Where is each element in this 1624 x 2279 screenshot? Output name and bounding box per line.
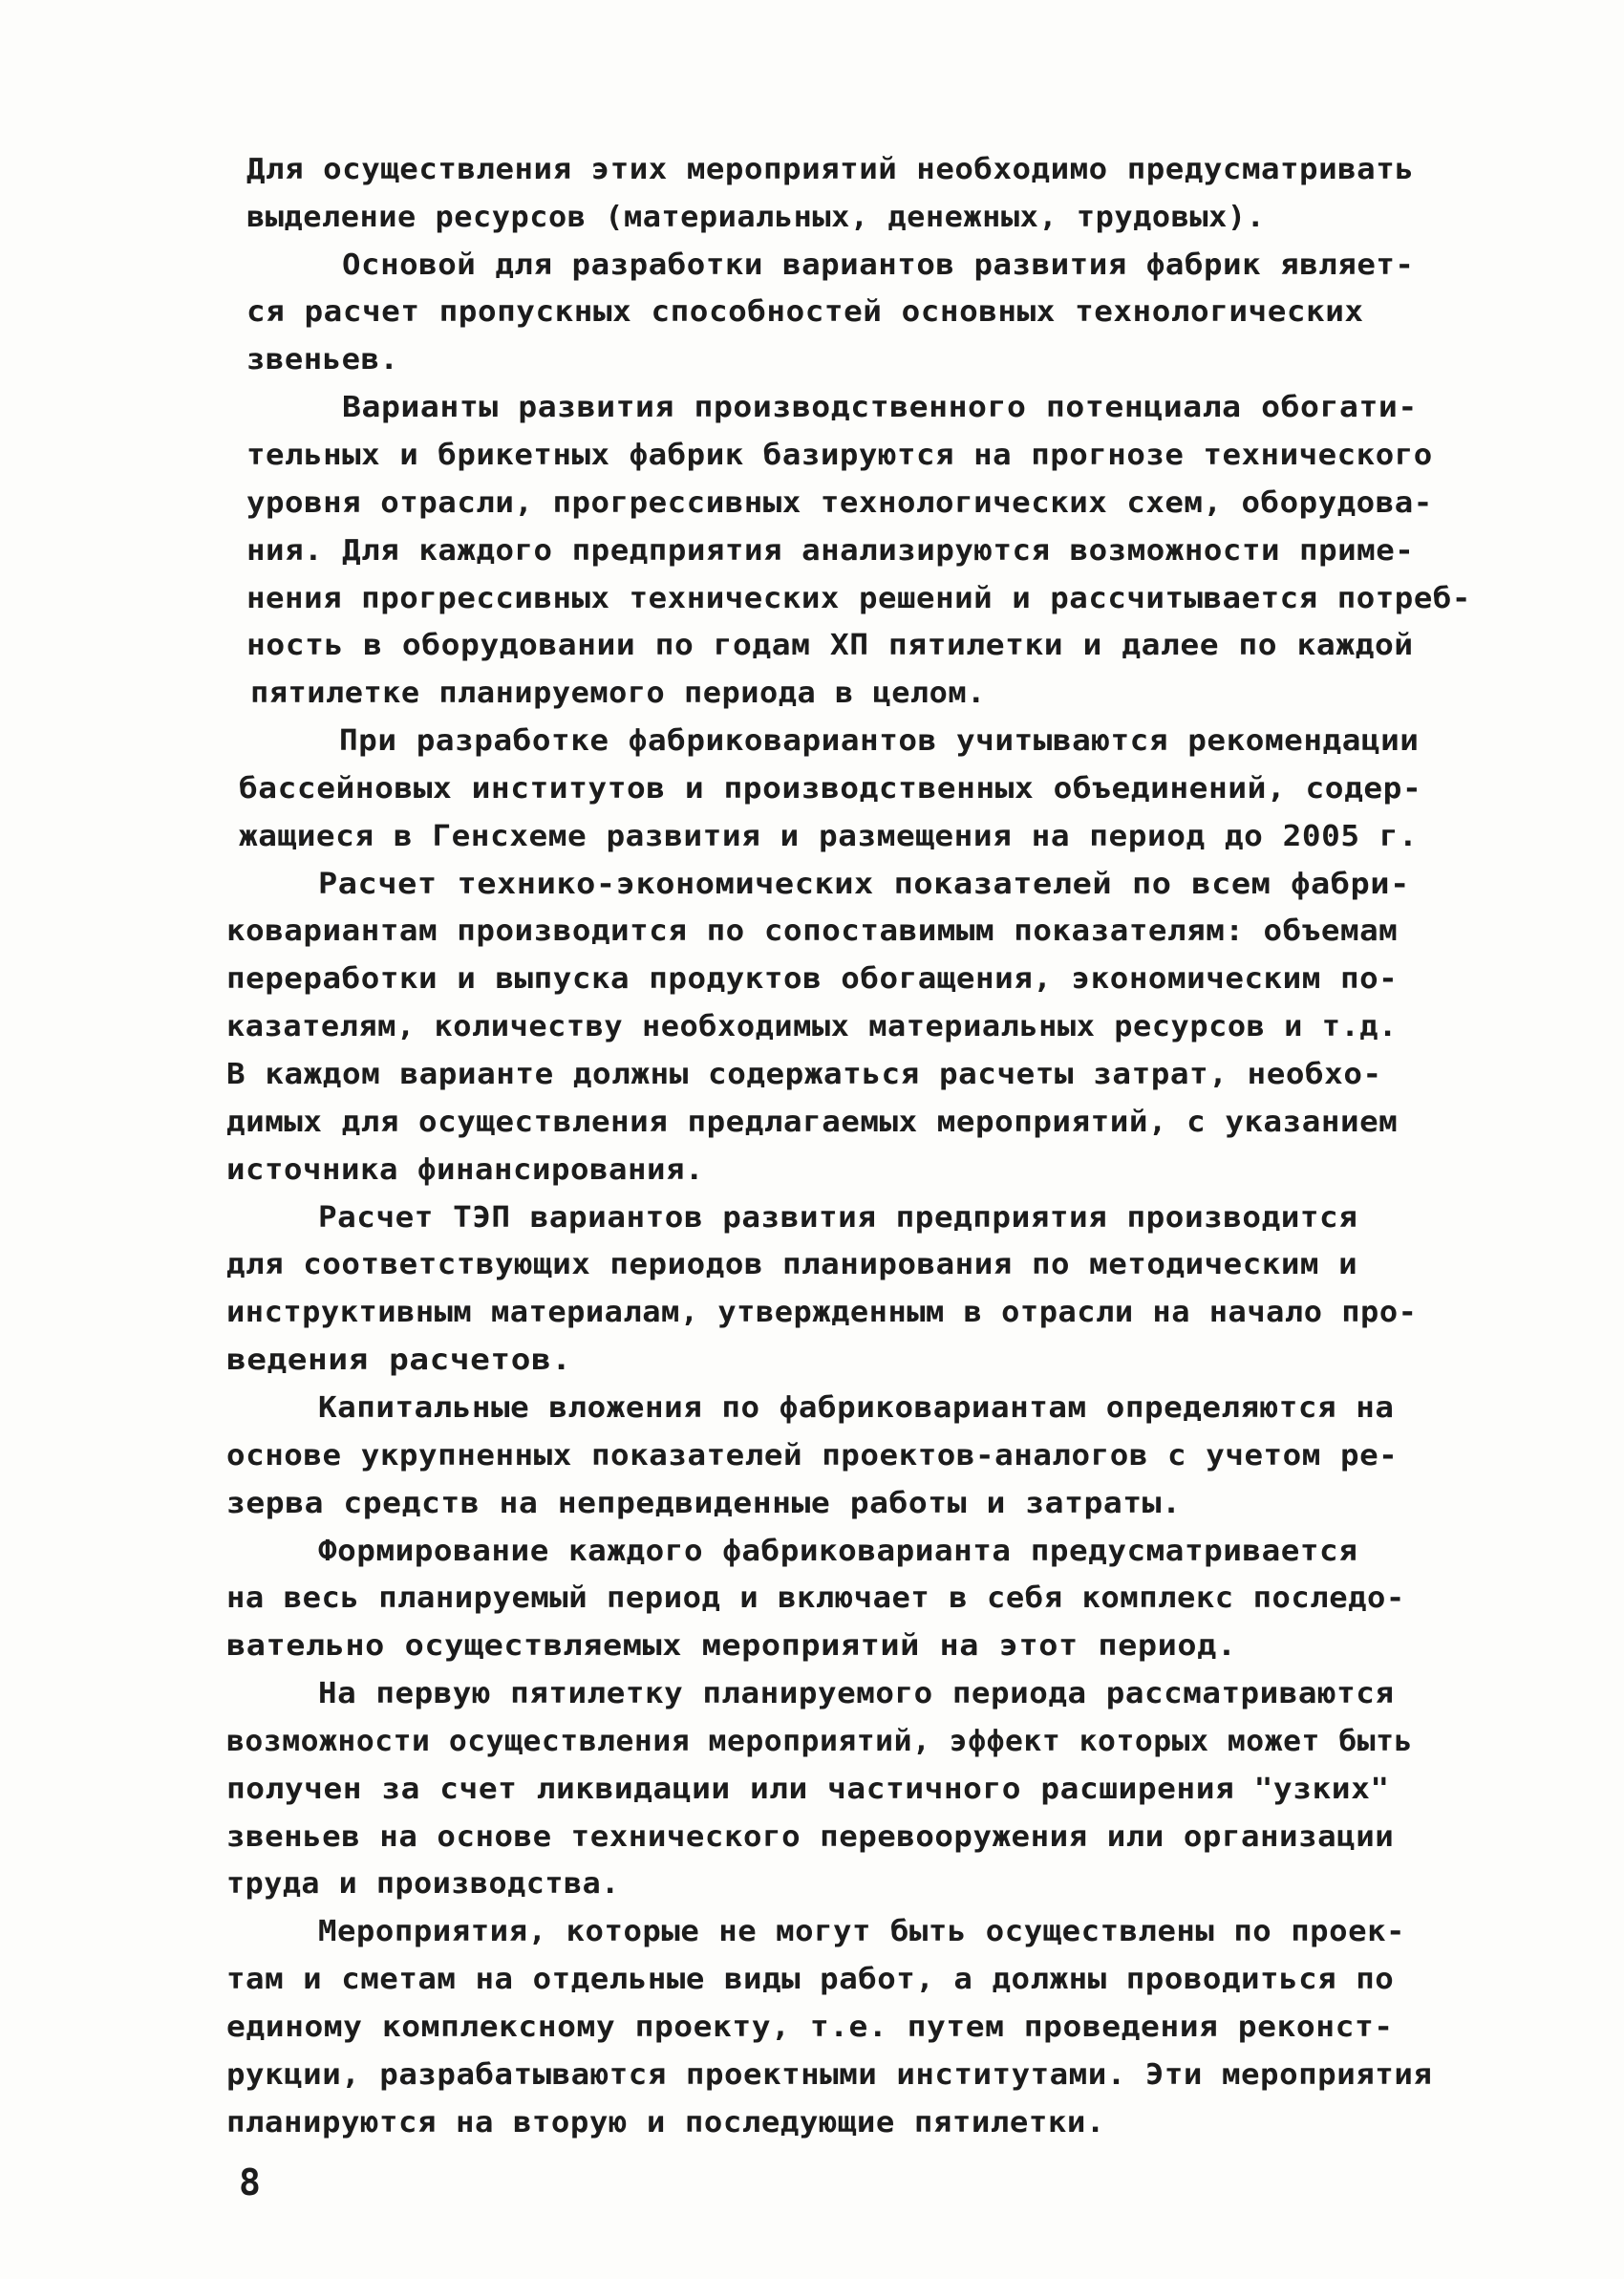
text-line: Формирование каждого фабриковарианта предусматривается [318, 1535, 1358, 1568]
text-line: там и сметам на отдельные виды работ, а должны проводиться по [226, 1963, 1395, 1996]
text-line: казателям, количеству необходимых материальных ресурсов и т.д. [226, 1010, 1398, 1043]
text-line: При разработке фабриковариантов учитываются рекомендации [339, 724, 1420, 758]
text-line: Капитальные вложения по фабриковариантам определяются на [318, 1391, 1395, 1425]
text-line: возможности осуществления мероприятий, эффект которых может быть [226, 1725, 1413, 1758]
text-line: ся расчет пропускных способностей основных технологических [246, 295, 1364, 329]
text-line: уровня отрасли, прогрессивных технологических схем, оборудова- [246, 486, 1433, 520]
text-line: вательно осуществляемых мероприятий на этот период. [226, 1629, 1237, 1663]
text-line: зерва средств на непредвиденные работы и затраты. [226, 1487, 1182, 1520]
text-line: На первую пятилетку планируемого периода рассматриваются [318, 1677, 1395, 1710]
text-line: тельных и брикетных фабрик базируются на прогнозе технического [246, 439, 1433, 472]
text-line: труда и производства. [226, 1867, 620, 1901]
text-line: Расчет ТЭП вариантов развития предприятия производится [318, 1201, 1358, 1235]
text-line: для соответствующих периодов планирования по методическим и [226, 1248, 1358, 1281]
text-line: выделение ресурсов (материальных, денежных, трудовых). [246, 201, 1266, 234]
text-line: Мероприятия, которые не могут быть осуществлены по проек- [318, 1915, 1406, 1948]
text-line: Основой для разработки вариантов развития фабрик являет- [342, 248, 1415, 282]
text-line: рукции, разрабатываются проектными институтами. Эти мероприятия [226, 2058, 1433, 2092]
text-line: жащиеся в Генсхеме развития и размещения на период до 2005 г. [239, 820, 1419, 853]
text-line: В каждом варианте должны содержаться расчеты затрат, необхо- [226, 1058, 1382, 1091]
page-number: 8 [239, 2161, 261, 2204]
text-line: ведения расчетов. [226, 1344, 572, 1377]
text-line: на весь планируемый период и включает в себя комплекс последо- [226, 1581, 1405, 1615]
text-line: звеньев. [246, 343, 399, 376]
text-line: инструктивным материалам, утвержденным в отрасли на начало про- [226, 1296, 1418, 1329]
text-line: бассейновых институтов и производственных объединений, содер- [239, 772, 1422, 806]
text-line: переработки и выпуска продуктов обогащения, экономическим по- [226, 962, 1399, 996]
text-line: ковариантам производится по сопоставимым показателям: объемам [226, 914, 1399, 948]
text-line: Расчет технико-экономических показателей по всем фабри- [318, 868, 1410, 901]
text-line: Для осуществления этих мероприятий необходимо предусматривать [246, 153, 1415, 186]
text-line: димых для осуществления предлагаемых мероприятий, с указанием [226, 1106, 1399, 1139]
text-line: ния. Для каждого предприятия анализируются возможности приме- [246, 534, 1415, 568]
text-line: единому комплексному проекту, т.е. путем проведения реконст- [226, 2010, 1394, 2044]
text-line: Варианты развития производственного потенциала обогати- [342, 391, 1418, 424]
text-line: источника финансирования. [226, 1153, 705, 1187]
text-line: звеньев на основе технического перевооружения или организации [226, 1820, 1395, 1854]
text-line: ность в оборудовании по годам ХП пятилетки и далее по каждой [246, 629, 1414, 662]
text-line: планируются на вторую и последующие пятилетки. [226, 2106, 1105, 2139]
text-line: основе укрупненных показателей проектов-аналогов с учетом ре- [226, 1439, 1399, 1473]
text-line: пятилетке планируемого периода в целом. [250, 677, 986, 710]
text-line: получен за счет ликвидации или частичного расширения "узких" [226, 1773, 1390, 1806]
text-line: нения прогрессивных технических решений и рассчитывается потреб- [246, 582, 1471, 615]
